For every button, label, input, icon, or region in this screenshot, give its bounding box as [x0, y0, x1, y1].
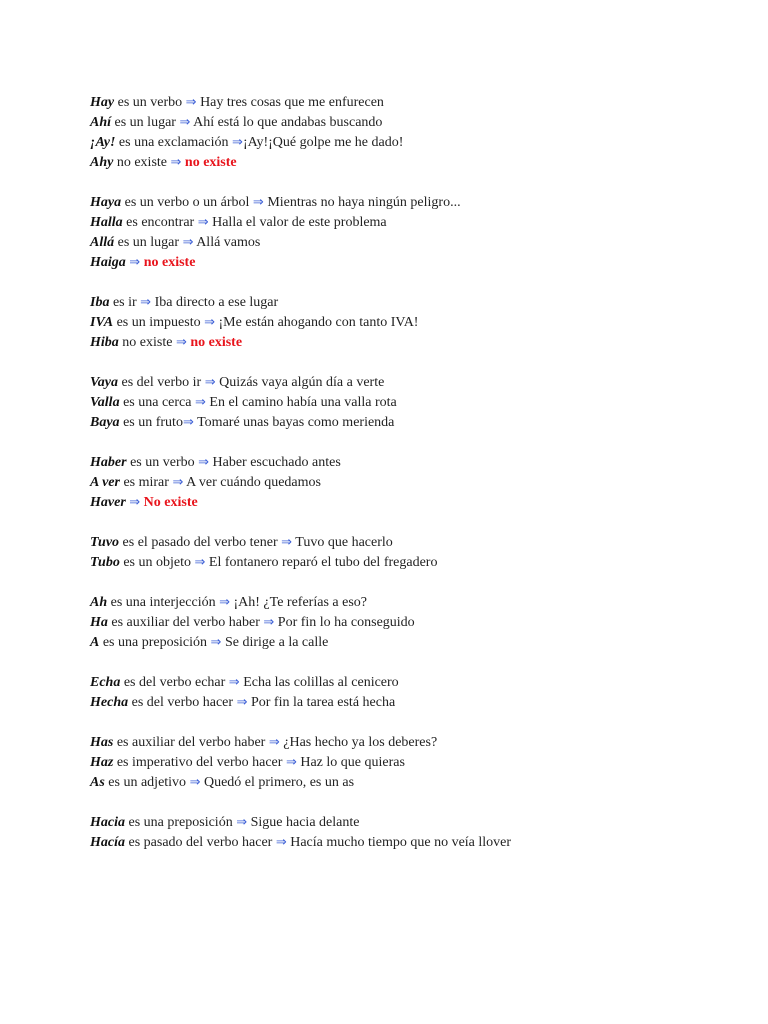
word-term: Haz	[90, 755, 114, 770]
word-term: Halla	[90, 215, 123, 230]
word-term: ¡Ay!	[90, 135, 116, 150]
example-sentence: Quizás vaya algún día a verte	[215, 375, 385, 390]
word-line	[90, 593, 730, 613]
example-sentence: Se dirige a la calle	[221, 635, 329, 650]
word-line	[90, 673, 730, 693]
word-description: es auxiliar del verbo haber	[107, 615, 264, 630]
word-line	[90, 813, 730, 833]
no-existe-label: no existe	[140, 255, 196, 270]
word-description: es un objeto	[119, 555, 195, 570]
example-sentence: Mientras no haya ningún peligro...	[263, 195, 461, 210]
word-description: es un adjetivo	[104, 775, 190, 790]
word-term: Baya	[90, 415, 120, 430]
word-term: Has	[90, 735, 114, 750]
word-term: Hiba	[90, 335, 119, 350]
word-description: es un lugar	[114, 235, 183, 250]
no-existe-label: no existe	[181, 155, 237, 170]
word-line	[90, 613, 730, 633]
double-arrow-icon: ⇒	[210, 635, 222, 650]
word-description: es un verbo	[114, 95, 186, 110]
example-sentence: Por fin la tarea está hecha	[247, 695, 396, 710]
word-line	[90, 213, 730, 233]
double-arrow-icon: ⇒	[252, 195, 264, 210]
word-description: es del verbo ir	[118, 375, 205, 390]
example-sentence: Sigue hacia delante	[247, 815, 360, 830]
word-term: Ahí	[90, 115, 112, 130]
example-sentence: Por fin lo ha conseguido	[274, 615, 415, 630]
example-sentence: En el camino había una valla rota	[205, 395, 397, 410]
double-arrow-icon: ⇒	[172, 475, 184, 490]
word-term: Haver	[90, 495, 126, 510]
word-description: es encontrar	[122, 215, 198, 230]
example-sentence: Hay tres cosas que me enfurecen	[196, 95, 384, 110]
word-description: es un verbo	[126, 455, 199, 470]
word-description: no existe	[118, 335, 176, 350]
word-term: Haber	[90, 455, 127, 470]
double-arrow-icon: ⇒	[219, 595, 230, 610]
word-group	[90, 533, 730, 573]
word-description: es un verbo o un árbol	[121, 195, 253, 210]
word-group	[90, 93, 730, 173]
word-group	[90, 453, 730, 513]
word-group	[90, 373, 730, 433]
double-arrow-icon: ⇒	[182, 415, 194, 430]
word-term: Hay	[90, 95, 115, 110]
word-line	[90, 753, 730, 773]
word-group	[90, 733, 730, 793]
word-line	[90, 773, 730, 793]
word-description: es pasado del verbo hacer	[125, 835, 276, 850]
double-arrow-icon: ⇒	[170, 155, 182, 170]
word-line	[90, 293, 730, 313]
double-arrow-icon: ⇒	[129, 495, 141, 510]
double-arrow-icon: ⇒	[285, 755, 297, 770]
double-arrow-icon: ⇒	[281, 535, 293, 550]
word-description: es el pasado del verbo tener	[119, 535, 282, 550]
double-arrow-icon: ⇒	[194, 555, 206, 570]
word-term: Hecha	[90, 695, 129, 710]
word-description: es ir	[109, 295, 141, 310]
double-arrow-icon: ⇒	[268, 735, 280, 750]
word-group	[90, 593, 730, 653]
word-group	[90, 293, 730, 353]
word-description: es mirar	[119, 475, 173, 490]
word-description: es una exclamación	[115, 135, 233, 150]
example-sentence: Hacía mucho tiempo que no veía llover	[286, 835, 512, 850]
double-arrow-icon: ⇒	[185, 95, 197, 110]
word-line	[90, 253, 730, 273]
word-description: es una preposición	[125, 815, 237, 830]
double-arrow-icon: ⇒	[232, 135, 243, 150]
example-sentence: Quedó el primero, es un as	[200, 775, 355, 790]
word-term: Valla	[90, 395, 120, 410]
word-term: Haiga	[90, 255, 126, 270]
word-term: Ha	[90, 615, 108, 630]
double-arrow-icon: ⇒	[198, 455, 210, 470]
word-line	[90, 153, 730, 173]
word-term: Echa	[90, 675, 121, 690]
double-arrow-icon: ⇒	[179, 115, 191, 130]
double-arrow-icon: ⇒	[263, 615, 275, 630]
word-term: Ah	[90, 595, 108, 610]
word-term: Hacía	[90, 835, 125, 850]
word-description: no existe	[113, 155, 171, 170]
word-line	[90, 93, 730, 113]
word-description: es una cerca	[119, 395, 195, 410]
example-sentence: ¡Me están ahogando con tanto IVA!	[215, 315, 419, 330]
example-sentence: Tomaré unas bayas como merienda	[193, 415, 395, 430]
word-line	[90, 113, 730, 133]
word-term: Tuvo	[90, 535, 120, 550]
double-arrow-icon: ⇒	[204, 375, 216, 390]
example-sentence: Echa las colillas al cenicero	[239, 675, 399, 690]
word-line	[90, 313, 730, 333]
example-sentence: ¡Ah! ¿Te referías a eso?	[229, 595, 367, 610]
double-arrow-icon: ⇒	[228, 675, 240, 690]
double-arrow-icon: ⇒	[197, 215, 209, 230]
example-sentence: Tuvo que hacerlo	[292, 535, 393, 550]
double-arrow-icon: ⇒	[236, 695, 248, 710]
word-term: IVA	[90, 315, 114, 330]
word-term: Tubo	[90, 555, 120, 570]
double-arrow-icon: ⇒	[275, 835, 287, 850]
word-group	[90, 813, 730, 853]
word-description: es del verbo hacer	[128, 695, 237, 710]
double-arrow-icon: ⇒	[140, 295, 152, 310]
word-line	[90, 393, 730, 413]
example-sentence: ¿Has hecho ya los deberes?	[279, 735, 438, 750]
word-line	[90, 833, 730, 853]
double-arrow-icon: ⇒	[194, 395, 206, 410]
word-line	[90, 193, 730, 213]
word-term: Allá	[90, 235, 115, 250]
word-line	[90, 493, 730, 513]
word-line	[90, 373, 730, 393]
word-description: es un fruto	[119, 415, 183, 430]
double-arrow-icon: ⇒	[204, 315, 215, 330]
word-term: Vaya	[90, 375, 118, 390]
example-sentence: Iba directo a ese lugar	[151, 295, 279, 310]
example-sentence: Allá vamos	[193, 235, 261, 250]
word-term: A	[90, 635, 100, 650]
word-description: es un impuesto	[113, 315, 205, 330]
example-sentence: ¡Ay!¡Qué golpe me he dado!	[242, 135, 404, 150]
word-line	[90, 133, 730, 153]
example-sentence: A ver cuándo quedamos	[183, 475, 321, 490]
example-sentence: Ahí está lo que andabas buscando	[190, 115, 383, 130]
word-term: Hacia	[90, 815, 125, 830]
double-arrow-icon: ⇒	[189, 775, 201, 790]
example-sentence: Haber escuchado antes	[209, 455, 341, 470]
word-description: es una interjección	[107, 595, 220, 610]
word-term: A ver	[90, 475, 120, 490]
word-line	[90, 733, 730, 753]
double-arrow-icon: ⇒	[182, 235, 194, 250]
example-sentence: El fontanero reparó el tubo del fregadero	[205, 555, 438, 570]
word-term: Iba	[90, 295, 110, 310]
word-term: Haya	[90, 195, 122, 210]
word-line	[90, 413, 730, 433]
word-description: es imperativo del verbo hacer	[113, 755, 286, 770]
word-description: es un lugar	[111, 115, 180, 130]
double-arrow-icon: ⇒	[129, 255, 141, 270]
word-line	[90, 693, 730, 713]
double-arrow-icon: ⇒	[236, 815, 248, 830]
example-sentence: Haz lo que quieras	[296, 755, 405, 770]
word-line	[90, 553, 730, 573]
word-line	[90, 533, 730, 553]
no-existe-label: no existe	[186, 335, 243, 350]
document-page	[90, 93, 730, 873]
word-description: es del verbo echar	[120, 675, 229, 690]
example-sentence: Halla el valor de este problema	[208, 215, 387, 230]
word-group	[90, 673, 730, 713]
word-group	[90, 193, 730, 273]
word-term: As	[90, 775, 105, 790]
word-term: Ahy	[90, 155, 114, 170]
word-line	[90, 233, 730, 253]
word-line	[90, 453, 730, 473]
word-line	[90, 473, 730, 493]
word-line	[90, 333, 730, 353]
word-description: es una preposición	[99, 635, 211, 650]
no-existe-label: No existe	[140, 495, 198, 510]
double-arrow-icon: ⇒	[175, 335, 187, 350]
word-description: es auxiliar del verbo haber	[113, 735, 269, 750]
word-line	[90, 633, 730, 653]
